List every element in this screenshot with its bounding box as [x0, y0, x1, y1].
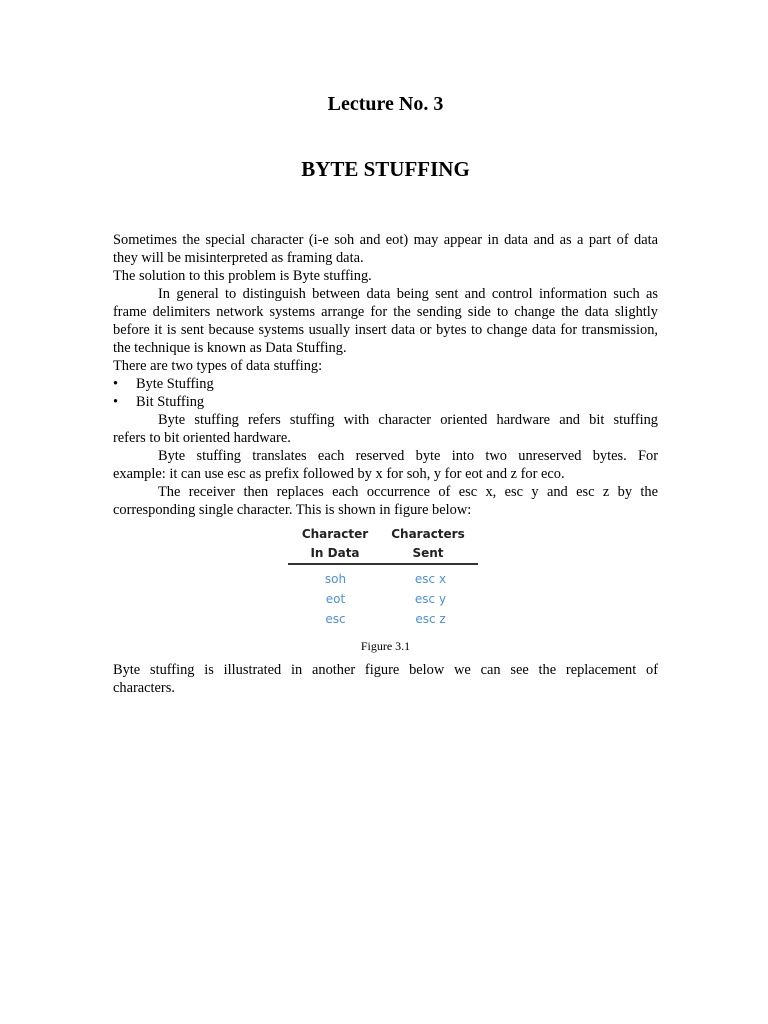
- paragraph-line: before it is sent because systems usually insert data or bytes to change data for transmission,: [113, 322, 658, 338]
- figure-divider: [288, 563, 478, 565]
- page-title: BYTE STUFFING: [301, 157, 470, 181]
- figure-header-line: Character: [301, 527, 369, 541]
- closing-text: [113, 661, 658, 697]
- figure-header-character-in-data: [296, 525, 374, 563]
- paragraph-line: Sometimes the special character (i-e soh and eot) may appear in data and as a part of data: [113, 232, 658, 248]
- byte-stuffing-figure: [288, 520, 483, 630]
- paragraph-line: There are two types of data stuffing:: [113, 358, 323, 374]
- paragraph-line: example: it can use esc as prefix followed by x for soh, y for eot and z for eco.: [113, 466, 565, 482]
- list-item: [113, 375, 658, 393]
- paragraph-line: corresponding single character. This is shown in figure below:: [113, 502, 472, 518]
- figure-header-line: Characters: [391, 527, 465, 541]
- paragraph-line: The solution to this problem is Byte stuffing.: [113, 268, 372, 284]
- figure-cell-input: soh: [324, 572, 347, 586]
- bullet-icon: •: [113, 376, 119, 392]
- figure-cell-output: esc z: [415, 612, 446, 626]
- paragraph-line: they will be misinterpreted as framing data.: [113, 250, 364, 266]
- figure-header-line: Sent: [412, 546, 444, 560]
- paragraph-line: In general to distinguish between data being sent and control information such as: [158, 286, 658, 302]
- paragraph-line: Byte stuffing translates each reserved byte into two unreserved bytes. For: [158, 448, 658, 464]
- figure-header-line: In Data: [310, 546, 360, 560]
- paragraph-line: the technique is known as Data Stuffing.: [113, 340, 347, 356]
- paragraph-line: Byte stuffing is illustrated in another figure below we can see the replacement of: [113, 662, 658, 678]
- figure-cell-output: esc x: [414, 572, 447, 586]
- list-item: [113, 393, 658, 411]
- figure-cell-output: esc y: [414, 592, 447, 606]
- lecture-number-heading: Lecture No. 3: [327, 93, 444, 115]
- paragraph-line: frame delimiters network systems arrange for the sending side to change the data slightly: [113, 304, 658, 320]
- bullet-icon: •: [113, 394, 119, 410]
- figure-cell-input: esc: [325, 612, 346, 626]
- paragraph-line: refers to bit oriented hardware.: [113, 430, 291, 446]
- body-text: [113, 231, 658, 519]
- list-item-label: Byte Stuffing: [136, 376, 214, 392]
- figure-cell-input: eot: [325, 592, 346, 606]
- paragraph-line: characters.: [113, 680, 175, 696]
- paragraph-line: Byte stuffing refers stuffing with character oriented hardware and bit stuffing: [158, 412, 658, 428]
- figure-header-characters-sent: [386, 525, 470, 563]
- figure-caption: Figure 3.1: [360, 639, 411, 653]
- list-item-label: Bit Stuffing: [136, 394, 205, 410]
- paragraph-line: The receiver then replaces each occurrence of esc x, esc y and esc z by the: [158, 484, 658, 500]
